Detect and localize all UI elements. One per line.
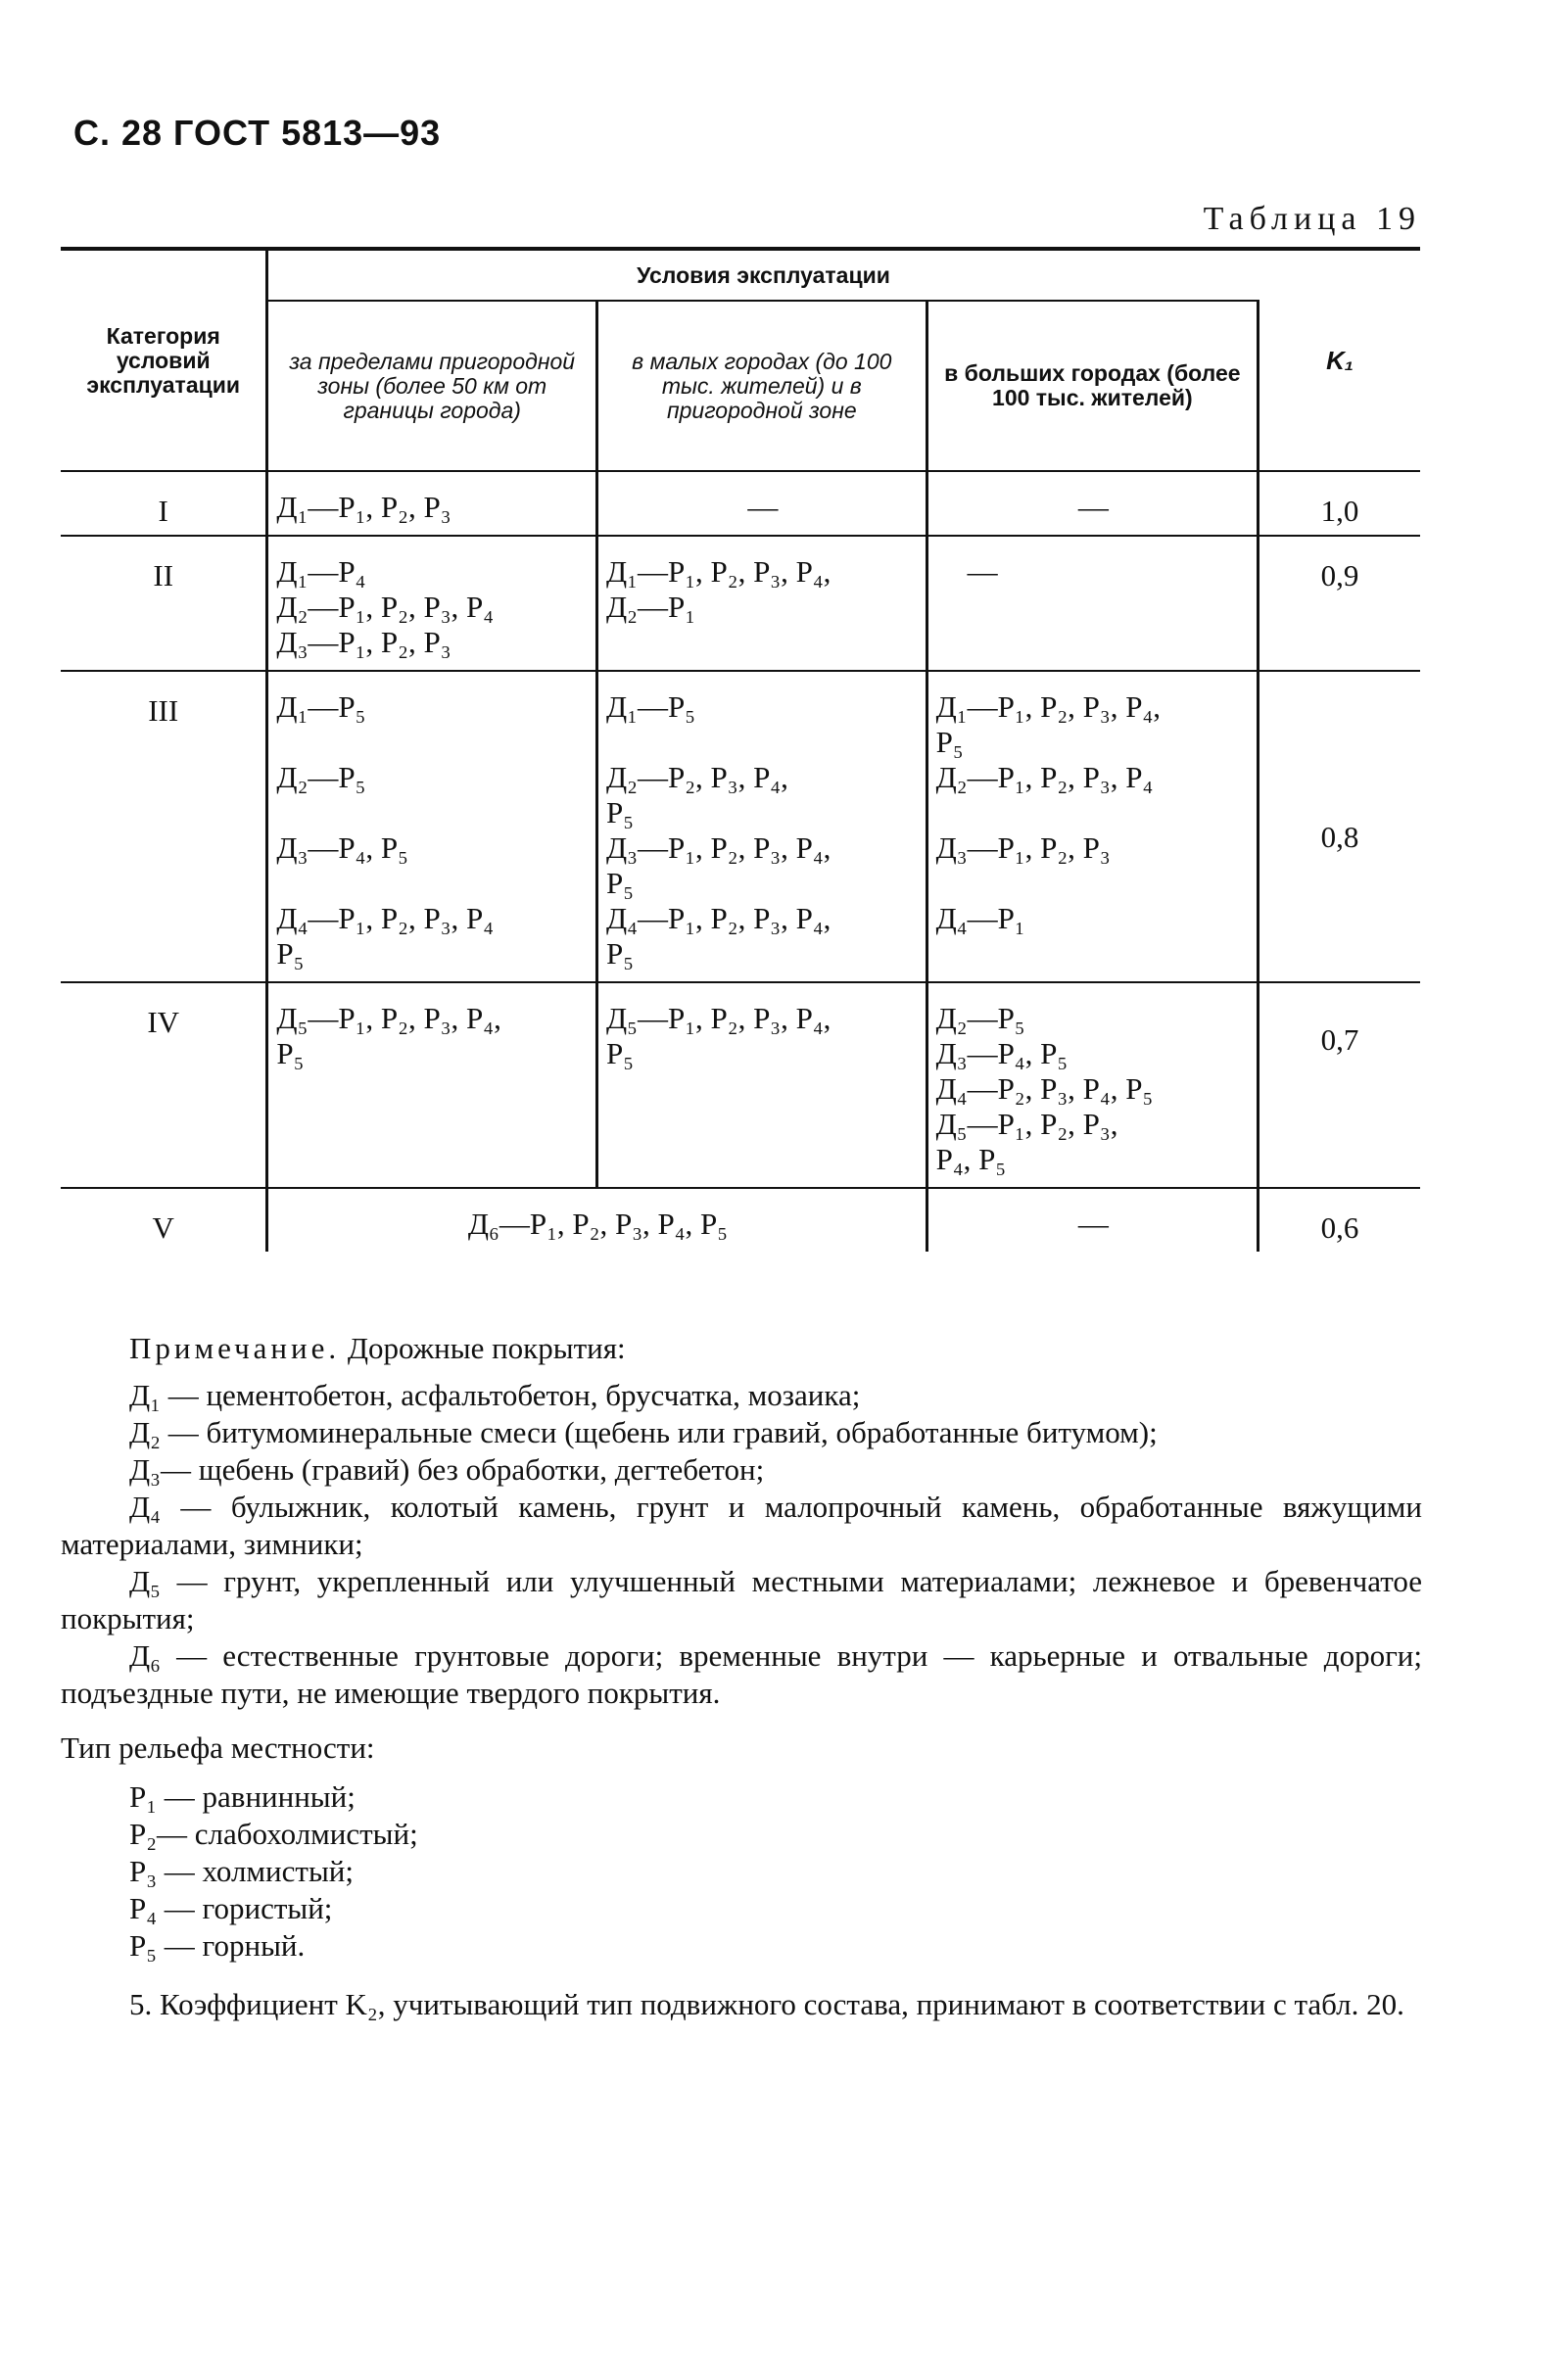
- paragraph-item-5: 5. Коэффициент K₂, учитывающий тип подвижного состава, принимают в соответствии с табл. 20.: [129, 1987, 1404, 2021]
- notes-title: [61, 1330, 1422, 1367]
- table-19: [61, 247, 1420, 1252]
- relief-item: Р₄ — гористый;: [129, 1891, 333, 1925]
- cell-line: Р₄, Р₅: [935, 1142, 1007, 1176]
- cell-line: Д₂—Р₅: [276, 760, 366, 794]
- cell-line: Д₁—Р₁, Р₂, Р₃: [276, 490, 451, 524]
- k1-value: 1,0: [1259, 471, 1420, 536]
- cell-line: Д₃—Р₁, Р₂, Р₃, Р₄,: [606, 830, 832, 865]
- note-item: Д₅ — грунт, укрепленный или улучшенный местными материалами; лежневое и бревенчатое покрытия;: [61, 1564, 1422, 1635]
- notes-title-rest: Дорожные покрытия:: [347, 1331, 626, 1365]
- cell-line: Р₅: [276, 936, 305, 971]
- cell-suburban: [267, 982, 597, 1188]
- note-item: Д₁ — цементобетон, асфальтобетон, брусчатка, мозаика;: [129, 1378, 861, 1412]
- cell-line: Д₄—Р₁: [935, 901, 1025, 935]
- k1-value: 0,7: [1259, 982, 1420, 1188]
- cell-line: Д₂—Р₁, Р₂, Р₃, Р₄: [276, 590, 495, 624]
- col-header-k1: K₁: [1259, 249, 1420, 471]
- note-item: Д₄ — булыжник, колотый камень, грунт и малопрочный камень, обработанные вяжущими материалами, зимники;: [61, 1490, 1422, 1561]
- category-cell: II: [61, 536, 267, 671]
- category-cell: I: [61, 471, 267, 536]
- k1-value: 0,9: [1259, 536, 1420, 671]
- page-header: С. 28 ГОСТ 5813—93: [73, 113, 442, 153]
- cell-line: Д₁—Р₅: [276, 689, 366, 724]
- cell-large-cities: [927, 1188, 1259, 1252]
- relief-item: Р₂— слабохолмистый;: [129, 1817, 418, 1851]
- cell-large-cities: [927, 671, 1259, 982]
- cell-line: Д₃—Р₄, Р₅: [935, 1036, 1069, 1070]
- cell-line: Д₂—Р₂, Р₃, Р₄,: [606, 760, 788, 794]
- note-item: Д₃— щебень (гравий) без обработки, дегтебетон;: [129, 1452, 765, 1487]
- cell-line: Р₅: [606, 1036, 635, 1070]
- col-header-suburban: за пределами пригородной зоны (более 50 км от границы города): [267, 301, 597, 471]
- cell-line: Д₁—Р₁, Р₂, Р₃, Р₄,: [935, 689, 1162, 724]
- cell-line: —: [967, 554, 998, 589]
- cell-line: Д₅—Р₁, Р₂, Р₃, Р₄,: [276, 1001, 501, 1035]
- cell-line: Д₂—Р₁, Р₂, Р₃, Р₄: [935, 760, 1154, 794]
- cell-line: Д₃—Р₄, Р₅: [276, 830, 408, 865]
- k1-value: 0,6: [1259, 1188, 1420, 1252]
- cell-suburban: [267, 671, 597, 982]
- cell-line: Р₅: [606, 866, 635, 900]
- cell-line: [936, 866, 1252, 901]
- category-cell: IV: [61, 982, 267, 1188]
- cell-line: [276, 725, 590, 760]
- cell-line: Д₆—Р₁, Р₂, Р₃, Р₄, Р₅: [467, 1207, 729, 1241]
- k1-value: 0,8: [1259, 671, 1420, 982]
- cell-large-cities: [927, 982, 1259, 1188]
- cell-line: Д₂—Р₁: [606, 590, 696, 624]
- cell-small-towns: [597, 982, 927, 1188]
- cell-small-towns: [597, 471, 927, 536]
- cell-line: Р₅: [606, 936, 635, 971]
- notes-title-word: Примечание.: [129, 1331, 341, 1365]
- category-cell: V: [61, 1188, 267, 1252]
- cell-line: [936, 795, 1252, 830]
- col-header-conditions: Условия эксплуатации: [267, 249, 1259, 301]
- cell-suburban: [267, 536, 597, 671]
- cell-line: Р₅: [276, 1036, 305, 1070]
- cell-suburban: [267, 471, 597, 536]
- note-item: Д₆ — естественные грунтовые дороги; временные внутри — карьерные и отвальные дороги; подъездные пути, не имеющие твердого покрытия.: [61, 1638, 1422, 1710]
- cell-line: Р₅: [935, 725, 964, 759]
- table-row: [61, 536, 1420, 671]
- cell-line: Д₅—Р₁, Р₂, Р₃, Р₄,: [606, 1001, 832, 1035]
- cell-line: [276, 795, 590, 830]
- cell-small-towns: [597, 536, 927, 671]
- cell-line: Д₄—Р₁, Р₂, Р₃, Р₄: [276, 901, 495, 935]
- notes-block: [61, 1330, 1422, 2023]
- table-row: [61, 982, 1420, 1188]
- cell-small-towns: [597, 671, 927, 982]
- relief-item: Р₅ — горный.: [129, 1928, 306, 1963]
- cell-line: [276, 866, 590, 901]
- cell-line: Д₄—Р₁, Р₂, Р₃, Р₄,: [606, 901, 832, 935]
- col-header-large-cities: в больших городах (более 100 тыс. жителей): [927, 301, 1259, 471]
- cell-line: Р₅: [606, 795, 635, 829]
- cell-line: Д₂—Р₅: [935, 1001, 1025, 1035]
- cell-line: —: [1077, 1207, 1109, 1241]
- cell-line: Д₁—Р₁, Р₂, Р₃, Р₄,: [606, 554, 832, 589]
- cell-line: Д₅—Р₁, Р₂, Р₃,: [935, 1107, 1118, 1141]
- cell-merged-suburban-small: [267, 1188, 927, 1252]
- cell-line: —: [747, 490, 779, 524]
- table-row: [61, 671, 1420, 982]
- note-item: Д₂ — битумоминеральные смеси (щебень или гравий, обработанные битумом);: [129, 1415, 1158, 1449]
- cell-large-cities: [927, 536, 1259, 671]
- cell-line: [606, 725, 920, 760]
- cell-large-cities: [927, 471, 1259, 536]
- cell-line: Д₁—Р₅: [606, 689, 696, 724]
- cell-line: Д₃—Р₁, Р₂, Р₃: [935, 830, 1111, 865]
- table-row: [61, 471, 1420, 536]
- category-cell: III: [61, 671, 267, 982]
- table-row: [61, 1188, 1420, 1252]
- col-header-category: Категория условий эксплуатации: [61, 249, 267, 471]
- cell-line: —: [1077, 490, 1109, 524]
- table-caption: Таблица 19: [1203, 201, 1421, 237]
- relief-item: Р₁ — равнинный;: [129, 1779, 356, 1814]
- relief-title: Тип рельефа местности:: [61, 1730, 375, 1765]
- cell-line: Д₄—Р₂, Р₃, Р₄, Р₅: [935, 1071, 1154, 1106]
- col-header-small-towns: в малых городах (до 100 тыс. жителей) и в пригородной зоне: [597, 301, 927, 471]
- cell-line: Д₃—Р₁, Р₂, Р₃: [276, 625, 451, 659]
- cell-line: Д₁—Р₄: [276, 554, 366, 589]
- relief-item: Р₃ — холмистый;: [129, 1854, 354, 1888]
